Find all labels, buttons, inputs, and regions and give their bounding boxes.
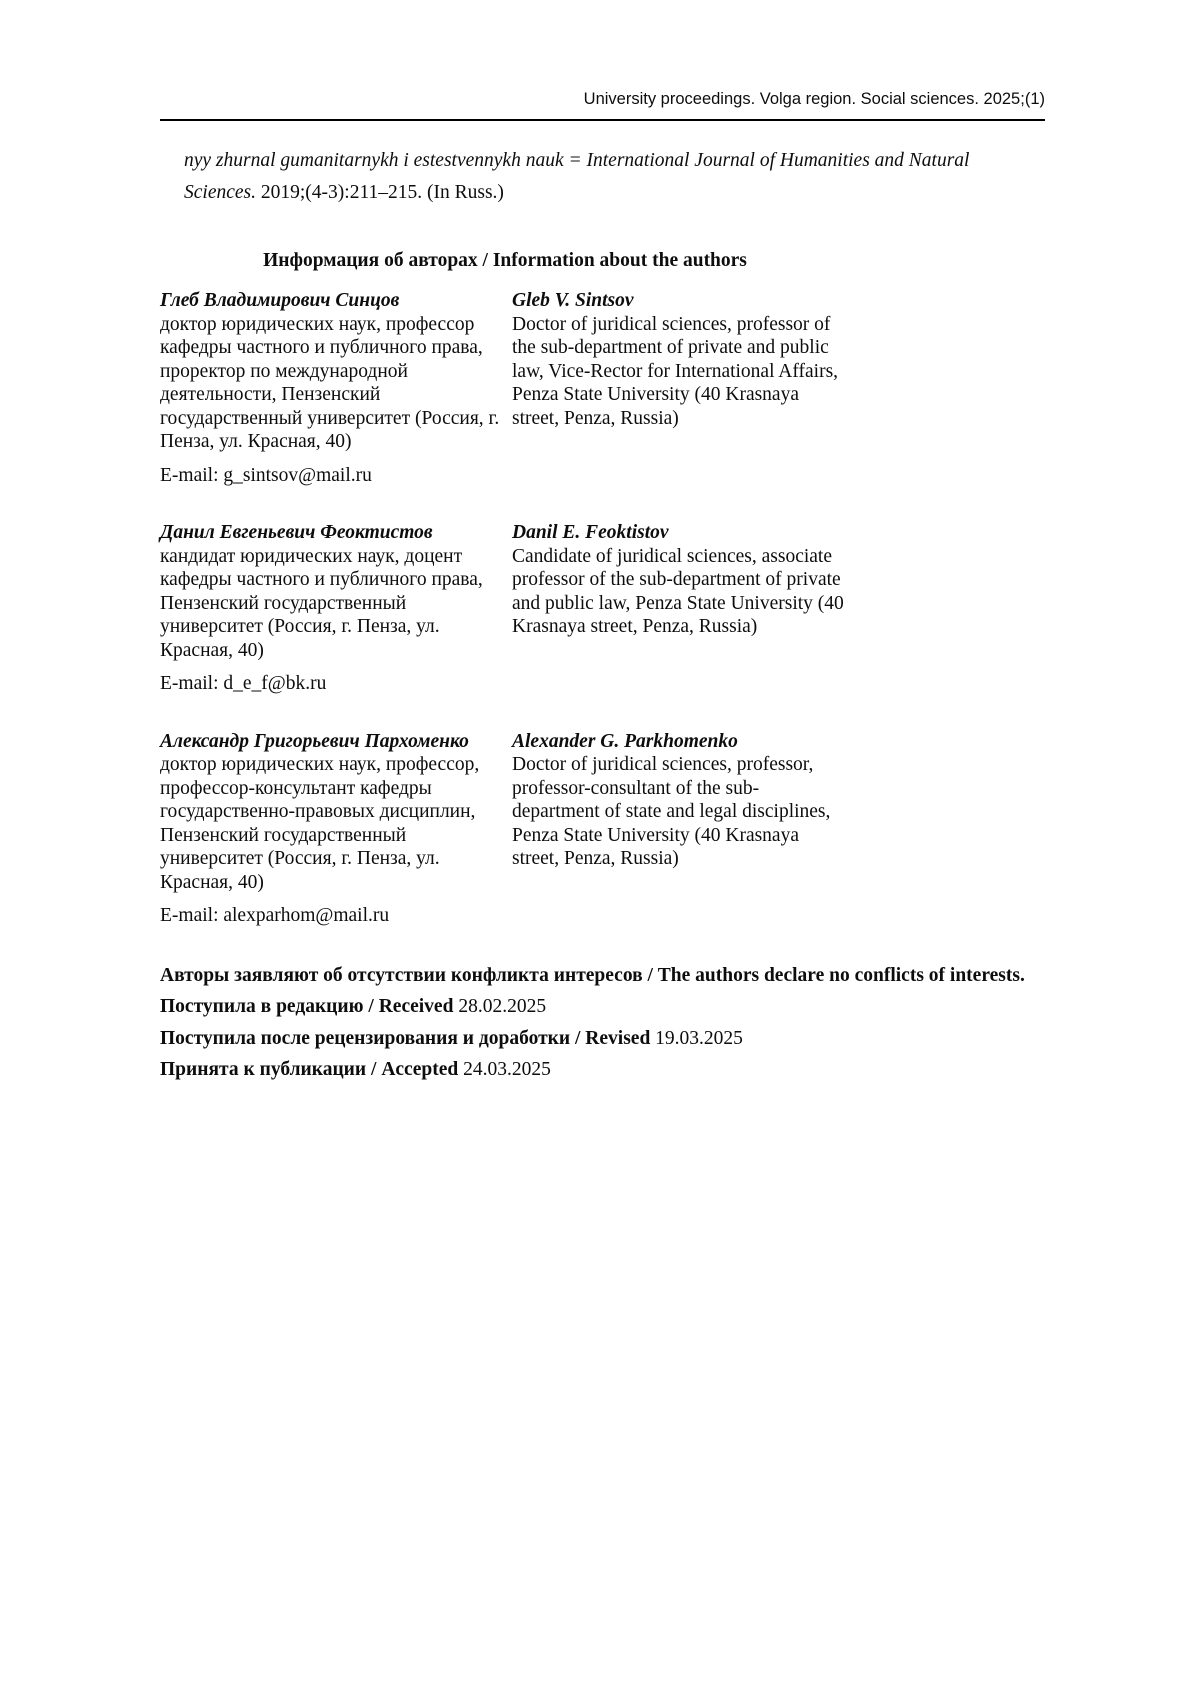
author-bio-ru: доктор юридических наук, профессор кафедры частного и публичного права, проректор по международной деятельности, Пензенский государственный университет (Россия, г. Пенза, ул. Красная, 40) (160, 313, 500, 453)
email-address: d_e_f@bk.ru (223, 673, 327, 695)
email-label: E-mail: (160, 905, 219, 927)
author-bio-en: Doctor of juridical sciences, professor, professor-consultant of the sub-department of state and legal disciplines, Penza State University (40 Krasnaya street, Penza, Russia) (512, 754, 831, 870)
author-email-line (160, 464, 1045, 488)
running-head-rule (160, 0, 1045, 121)
author-columns (160, 289, 1045, 454)
author-bio-ru: кандидат юридических наук, доцент кафедры частного и публичного права, Пензенский государственный университет (Россия, г. Пенза, ул. Красная, 40) (160, 545, 483, 661)
email-address: g_sintsov@mail.ru (223, 464, 372, 486)
revised-label: Поступила после рецензирования и доработки / Revised (160, 1027, 651, 1049)
email-label: E-mail: (160, 673, 219, 695)
author-name-ru: Александр Григорьевич Пархоменко (160, 730, 469, 752)
author-email-line (160, 904, 1045, 928)
author-bio-en: Doctor of juridical sciences, professor of the sub-department of private and public law, Vice-Rector for International Affairs, Penza State University (40 Krasnaya street, Penza, Russia) (512, 313, 839, 429)
author-columns (160, 521, 1045, 662)
author-name-en: Alexander G. Parkhomenko (512, 730, 738, 752)
accepted-date: 24.03.2025 (458, 1059, 551, 1081)
author-column-russian (160, 521, 512, 662)
author-name-en: Gleb V. Sintsov (512, 290, 634, 312)
author-column-english (512, 730, 845, 895)
received-date: 28.02.2025 (453, 996, 547, 1018)
revised-line (160, 1027, 1045, 1051)
accepted-label: Принята к публикации / Accepted (160, 1059, 459, 1081)
article-footer (160, 964, 1045, 1082)
author-bio-en: Candidate of juridical sciences, associate professor of the sub-department of private and public law, Penza State University (40 Krasnaya street, Penza, Russia) (512, 545, 844, 638)
author-column-english (512, 289, 845, 454)
author-name-ru: Глеб Владимирович Синцов (160, 290, 400, 312)
author-column-english (512, 521, 845, 662)
author-block (160, 521, 1045, 696)
email-label: E-mail: (160, 464, 219, 486)
author-column-russian (160, 730, 512, 895)
author-column-russian (160, 289, 512, 454)
author-bio-ru: доктор юридических наук, профессор, профессор-консультант кафедры государственно-правовых дисциплин, Пензенский государственный университет (Россия, г. Пенза, ул. Красная, 40) (160, 754, 480, 893)
running-head-text: University proceedings. Volga region. Social sciences. 2025;(1) (583, 90, 1045, 108)
author-block (160, 730, 1045, 928)
author-name-ru: Данил Евгеньевич Феоктистов (160, 522, 433, 544)
reference-entry (160, 145, 1045, 209)
email-address: alexparhom@mail.ru (223, 905, 390, 927)
conflict-of-interest-statement: Авторы заявляют об отсутствии конфликта интересов / The authors declare no conflicts of interests. (160, 964, 1025, 986)
authors-section-title: Информация об авторах / Information about the authors (263, 249, 747, 271)
accepted-line (160, 1058, 1045, 1082)
reference-italic-part: nyy zhurnal gumanitarnykh i estestvennykh nauk = International Journal of Humanities and Natural Sciences. (184, 149, 970, 203)
received-line (160, 995, 1045, 1019)
reference-regular-part: 2019;(4-3):211–215. (In Russ.) (256, 181, 504, 203)
revised-date: 19.03.2025 (650, 1027, 743, 1049)
author-block (160, 289, 1045, 487)
author-name-en: Danil E. Feoktistov (512, 522, 669, 544)
author-columns (160, 730, 1045, 895)
author-email-line (160, 672, 1045, 696)
received-label: Поступила в редакцию / Received (160, 996, 454, 1018)
